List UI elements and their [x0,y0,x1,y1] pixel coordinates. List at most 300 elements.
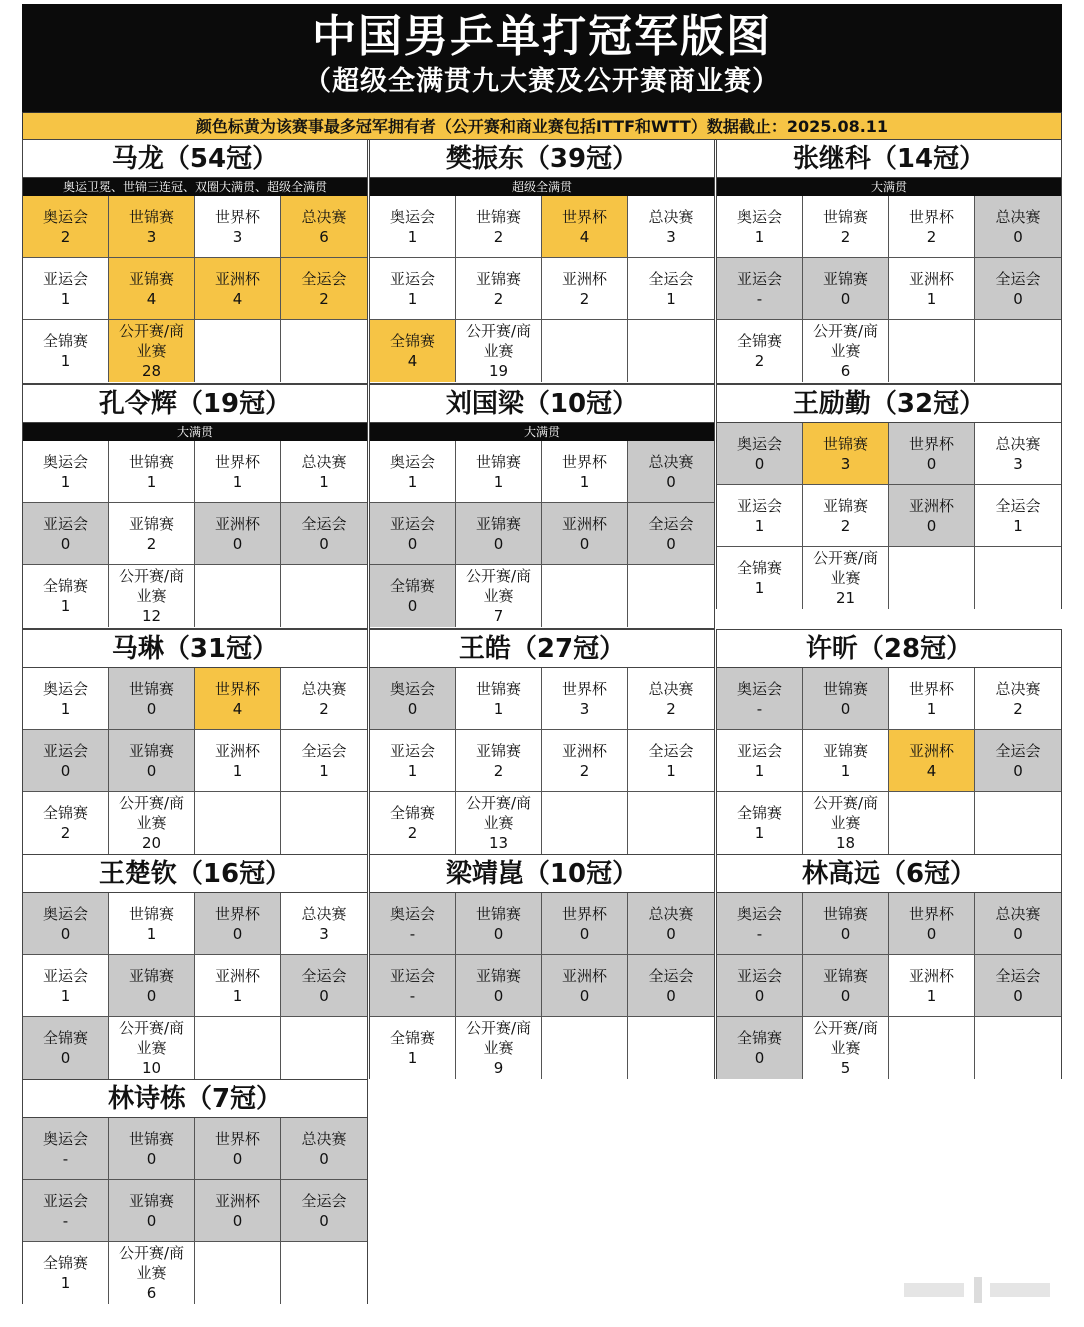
stat-cell [889,668,975,730]
stat-cell [975,423,1061,485]
stat-value: 3 [319,924,329,943]
stat-value: 2 [60,824,71,842]
stat-value: 2 [926,227,937,246]
stat-label: 奥运会 [42,679,88,698]
stat-value: 0 [232,924,243,943]
stat-label: 亚锦赛 [475,966,521,985]
stat-cell [628,792,714,854]
player-card [369,384,715,629]
stat-value: 1 [666,289,676,308]
stat-value: 1 [407,761,418,780]
stat-value: 0 [232,1149,243,1168]
stat-cell [717,955,803,1017]
stat-label: 亚洲杯 [908,966,954,985]
stat-label: 世界杯 [214,207,260,226]
stat-cell [195,320,281,382]
stat-value: 19 [488,362,509,380]
stat-cell [628,730,714,792]
stat-label: 亚洲杯 [561,741,607,760]
stat-cell [803,485,889,547]
stat-label: 亚洲杯 [214,1191,260,1210]
stat-label: 奥运会 [736,904,782,923]
stat-cell [370,503,456,565]
stat-cell [195,565,281,627]
player-name: 孔令辉（19冠） [23,385,367,423]
stat-value: 0 [1013,289,1023,308]
stat-cell [456,196,542,258]
stat-value: 1 [60,986,71,1005]
stat-value: 1 [407,472,418,491]
stat-value: 2 [666,699,676,718]
stat-cell [975,792,1061,854]
stat-label: 世锦赛 [475,452,521,471]
stat-cell [542,258,628,320]
stat-label: 亚运会 [42,966,88,985]
stat-value: 0 [407,597,418,615]
stat-value: 1 [60,472,71,491]
stat-cell [281,893,367,955]
player-name: 马琳（31冠） [23,630,367,668]
stat-label: 总决赛 [648,452,694,471]
stat-label: 全锦赛 [736,804,782,822]
stat-cell [109,1118,195,1180]
stat-label: 亚锦赛 [822,269,868,288]
stat-label: 奥运会 [736,434,782,453]
stat-value: 0 [232,534,243,553]
stat-cell [23,258,109,320]
stat-cell [456,792,542,854]
stat-value: 0 [319,1149,329,1168]
stat-label: 公开赛/商业赛 [812,1019,879,1057]
stat-cell [109,893,195,955]
stat-label: 亚运会 [42,269,88,288]
stat-value: 0 [840,699,851,718]
stat-label: 全运会 [301,741,347,760]
player-card [22,854,368,1079]
player-name: 林诗栋（7冠） [23,1080,367,1118]
player-card [22,1079,368,1304]
stat-label: 全锦赛 [389,577,435,595]
stat-label: 世界杯 [214,904,260,923]
stat-label: 全运会 [648,514,694,533]
stat-cell [717,485,803,547]
stat-value: 3 [232,227,243,246]
stat-label: 世锦赛 [475,679,521,698]
stat-label: 亚锦赛 [128,269,174,288]
stat-cell [370,258,456,320]
player-name: 马龙（54冠） [23,140,367,178]
stat-label: 世界杯 [908,679,954,698]
stat-cell [542,565,628,627]
stat-value: - [756,699,763,718]
stat-cell [23,320,109,382]
stat-cell [195,1017,281,1079]
stat-value: 2 [1013,699,1023,718]
stat-value: 1 [319,472,329,491]
stat-cell [281,441,367,503]
stat-label: 全锦赛 [389,332,435,350]
stat-cell [889,955,975,1017]
stat-cell [370,196,456,258]
stat-value: 1 [232,761,243,780]
stat-cell [281,730,367,792]
stat-value: 2 [579,761,590,780]
stat-cell [370,565,456,627]
stat-label: 世锦赛 [128,679,174,698]
stat-label: 全锦赛 [389,1029,435,1047]
stat-value: 0 [926,924,937,943]
stat-label: 世界杯 [214,679,260,698]
stat-value: 0 [407,534,418,553]
stat-value: 0 [926,516,937,535]
stat-label: 全锦赛 [42,1029,88,1047]
stat-label: 全锦赛 [42,332,88,350]
stat-value: 3 [666,227,676,246]
watermark-icon [904,1275,1054,1305]
stat-value: 5 [840,1059,851,1077]
stat-value: 0 [493,986,504,1005]
stat-cell [456,258,542,320]
stat-value: 21 [835,589,856,607]
stats-grid [23,893,367,1079]
stat-label: 总决赛 [648,679,694,698]
stat-cell [889,258,975,320]
stat-cell [281,565,367,627]
stat-value: 1 [579,472,590,491]
stat-cell [803,196,889,258]
stat-label: 全运会 [995,966,1041,985]
stats-grid [717,423,1061,609]
stat-cell [109,730,195,792]
stat-label: 亚锦赛 [128,1191,174,1210]
stat-value: 6 [840,362,851,380]
stat-label: 公开赛/商业赛 [812,322,879,360]
stat-cell [628,196,714,258]
stat-label: 亚锦赛 [128,966,174,985]
stat-cell [456,565,542,627]
stat-cell [23,668,109,730]
stat-cell [542,893,628,955]
stat-cell [628,503,714,565]
stat-label: 奥运会 [389,207,435,226]
stat-label: 奥运会 [736,207,782,226]
stat-label: 亚洲杯 [214,269,260,288]
stat-value: - [62,1211,69,1230]
stat-label: 亚锦赛 [475,514,521,533]
stat-label: 全锦赛 [42,1254,88,1272]
stat-label: 总决赛 [301,452,347,471]
stat-cell [195,1118,281,1180]
stat-value: 1 [754,516,765,535]
stat-label: 世锦赛 [128,1129,174,1148]
stat-value: 0 [319,986,329,1005]
stat-cell [628,893,714,955]
stat-cell [803,893,889,955]
stat-value: 2 [319,699,329,718]
stat-value: 1 [232,472,243,491]
stat-value: 6 [146,1284,157,1302]
stat-label: 总决赛 [995,679,1041,698]
stat-cell [109,565,195,627]
stat-value: 1 [754,761,765,780]
stat-value: 12 [141,607,162,625]
stat-label: 亚洲杯 [214,966,260,985]
player-card [369,854,715,1079]
stat-value: 1 [60,597,71,615]
stat-cell [109,503,195,565]
stat-label: 亚锦赛 [822,966,868,985]
stat-value: 4 [232,289,243,308]
stat-label: 世锦赛 [822,904,868,923]
player-name: 王皓（27冠） [370,630,714,668]
stat-cell [23,1017,109,1079]
stat-cell [975,196,1061,258]
stat-cell [195,1180,281,1242]
stat-cell [803,258,889,320]
stat-cell [717,196,803,258]
stat-value: 4 [579,227,590,246]
stat-label: 总决赛 [648,207,694,226]
stat-cell [542,955,628,1017]
stats-grid [23,441,367,627]
stat-value: 4 [146,289,157,308]
stat-label: 奥运会 [42,452,88,471]
stat-cell [456,730,542,792]
stat-cell [23,955,109,1017]
stat-value: 0 [1013,227,1023,246]
stat-label: 亚锦赛 [822,496,868,515]
stat-cell [803,320,889,382]
stat-cell [23,503,109,565]
stat-label: 全锦赛 [389,804,435,822]
stat-cell [281,320,367,382]
stat-cell [542,1017,628,1079]
stat-label: 公开赛/商业赛 [118,1244,185,1282]
stat-value: 2 [493,289,504,308]
stat-value: 1 [407,1049,418,1067]
stat-label: 世锦赛 [822,207,868,226]
stat-value: 2 [319,289,329,308]
stat-value: 0 [579,534,590,553]
stat-label: 亚洲杯 [908,496,954,515]
stat-cell [803,547,889,609]
stat-value: 1 [926,986,937,1005]
stat-label: 亚运会 [42,1191,88,1210]
stat-cell [628,441,714,503]
stats-grid [23,668,367,854]
stat-label: 亚运会 [389,966,435,985]
stat-value: 20 [141,834,162,852]
stat-label: 公开赛/商业赛 [465,322,532,360]
stat-value: 0 [319,1211,329,1230]
stat-label: 亚运会 [42,741,88,760]
stat-cell [281,792,367,854]
player-badge: 大满贯 [370,423,714,441]
page-subtitle: （超级全满贯九大赛及公开赛商业赛） [304,66,780,97]
stat-cell [370,730,456,792]
stat-cell [370,320,456,382]
stat-value: 1 [60,352,71,370]
stat-label: 世锦赛 [475,207,521,226]
stat-value: 1 [407,227,418,246]
stat-cell [23,730,109,792]
stat-value: 0 [146,699,157,718]
stat-cell [109,955,195,1017]
stats-grid [23,196,367,382]
stat-cell [456,1017,542,1079]
stat-value: 0 [146,1211,157,1230]
stat-label: 亚运会 [736,496,782,515]
stat-cell [195,503,281,565]
stat-label: 亚运会 [42,514,88,533]
stat-label: 公开赛/商业赛 [118,322,185,360]
stat-label: 全运会 [995,496,1041,515]
stat-cell [975,1017,1061,1079]
stat-label: 亚锦赛 [128,514,174,533]
stat-cell [456,441,542,503]
stat-value: 2 [493,761,504,780]
stat-label: 世锦赛 [128,207,174,226]
player-name: 刘国梁（10冠） [370,385,714,423]
stat-value: 1 [60,1274,71,1292]
stat-cell [628,565,714,627]
stat-cell [23,196,109,258]
stat-label: 全锦赛 [42,577,88,595]
stat-value: 0 [754,986,765,1005]
player-card [716,629,1062,854]
stat-cell [628,258,714,320]
stat-label: 亚运会 [736,269,782,288]
stat-label: 亚洲杯 [908,269,954,288]
stat-value: 4 [926,761,937,780]
stat-value: 3 [579,699,590,718]
stat-value: 1 [60,289,71,308]
stat-label: 世界杯 [908,207,954,226]
stat-label: 世界杯 [561,207,607,226]
player-name: 王楚钦（16冠） [23,855,367,893]
stat-cell [370,955,456,1017]
stat-cell [717,320,803,382]
player-name: 樊振东（39冠） [370,140,714,178]
stat-cell [109,258,195,320]
stat-label: 公开赛/商业赛 [465,1019,532,1057]
stat-value: 0 [319,534,329,553]
stat-value: 2 [407,824,418,842]
stat-value: 2 [579,289,590,308]
stats-grid [717,893,1061,1079]
stat-value: 2 [840,516,851,535]
stat-value: 1 [1013,516,1023,535]
stat-cell [23,893,109,955]
stat-cell [803,1017,889,1079]
stat-cell [370,441,456,503]
stat-cell [109,668,195,730]
stat-value: 10 [141,1059,162,1077]
stat-cell [975,258,1061,320]
stat-value: 2 [840,227,851,246]
stat-value: 0 [493,534,504,553]
stat-cell [370,893,456,955]
stat-value: 28 [141,362,162,380]
stat-value: 6 [319,227,329,246]
stat-label: 奥运会 [736,679,782,698]
stat-value: - [756,289,763,308]
player-card [369,629,715,854]
stat-cell [456,503,542,565]
stat-cell [23,1242,109,1304]
stat-label: 公开赛/商业赛 [118,567,185,605]
stat-cell [975,485,1061,547]
stat-value: 0 [926,454,937,473]
stat-label: 世界杯 [908,434,954,453]
page-title: 中国男乒单打冠军版图 [312,11,772,62]
stat-value: 1 [666,761,676,780]
stat-cell [109,320,195,382]
stat-value: 1 [319,761,329,780]
stat-value: 0 [579,924,590,943]
stat-value: 3 [146,227,157,246]
stat-cell [281,955,367,1017]
stat-value: 0 [1013,924,1023,943]
stat-cell [23,441,109,503]
stat-label: 亚洲杯 [214,514,260,533]
stat-cell [889,547,975,609]
stat-cell [628,668,714,730]
stat-value: 1 [232,986,243,1005]
stat-cell [195,441,281,503]
stat-value: 4 [407,352,418,370]
stat-cell [23,565,109,627]
stat-label: 总决赛 [995,904,1041,923]
player-name: 林高远（6冠） [717,855,1061,893]
stat-label: 全锦赛 [736,332,782,350]
stat-cell [23,1118,109,1180]
stat-value: 9 [493,1059,504,1077]
stat-label: 全运会 [648,269,694,288]
player-card [716,139,1062,384]
stat-cell [975,547,1061,609]
stat-value: 0 [754,1049,765,1067]
stat-cell [717,893,803,955]
stat-cell [889,893,975,955]
stat-label: 总决赛 [995,434,1041,453]
stat-cell [23,1180,109,1242]
stat-cell [456,893,542,955]
stat-label: 总决赛 [301,207,347,226]
stat-label: 全运会 [648,966,694,985]
stat-value: 0 [840,924,851,943]
stat-value: 1 [840,761,851,780]
stat-label: 全锦赛 [736,1029,782,1047]
stat-value: 0 [60,1049,71,1067]
stat-value: 1 [754,227,765,246]
stat-label: 奥运会 [389,452,435,471]
stat-cell [542,441,628,503]
stat-label: 总决赛 [995,207,1041,226]
stat-label: 亚锦赛 [475,741,521,760]
player-card [22,384,368,629]
stat-value: 1 [754,824,765,842]
stat-value: - [409,924,416,943]
stat-label: 世锦赛 [128,904,174,923]
stat-cell [281,1017,367,1079]
stat-label: 亚洲杯 [561,514,607,533]
stat-label: 亚锦赛 [128,741,174,760]
stat-value: 1 [493,472,504,491]
stat-cell [717,730,803,792]
stat-cell [281,258,367,320]
stat-cell [889,485,975,547]
